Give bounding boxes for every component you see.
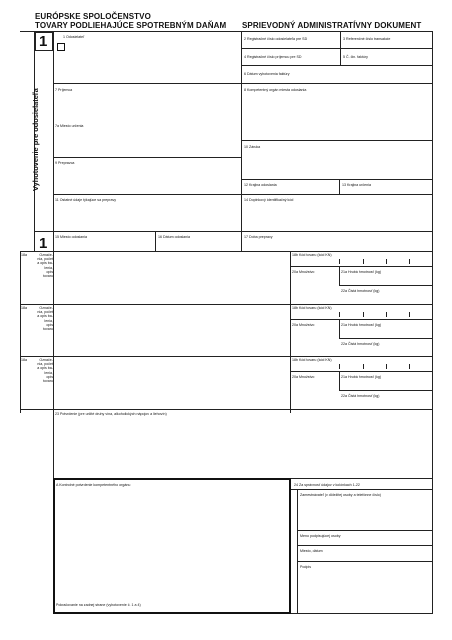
field-15-place-dispatch: 15 Miesto odoslania [55,235,87,239]
company-label: Zamestnávateľ (v dôležitej osoby a telefónne číslo) [300,493,381,497]
control-note: Pokračovanie na zadnej strane (vyhotovenie č. 1 a 4) [56,603,141,607]
item-net-weight: 22a Čistá hmotnosť (kg) [341,342,380,346]
item-cn-code: 18b Kód tovaru (kód KN) [292,358,332,362]
item-cn-code: 18b Kód tovaru (kód KN) [292,253,332,257]
item-gross-weight: 21a Hrubá hmotnosť (kg) [341,323,382,327]
item-net-weight: 22a Čistá hmotnosť (kg) [341,394,380,398]
field-13-country-destination: 13 Krajina určenia [342,183,371,187]
field-2-label: 2 Registračné číslo odosielateľa pre SD [244,37,308,41]
copy-number: 1 [39,33,48,50]
field-11-transport-info: 11 Ostatné údaje týkajúce sa prepravy [55,198,117,202]
item-number: 18a [21,253,27,257]
field-7-consignee: 7 Príjemca [55,88,73,92]
field-23-certificate: 23 Potvrdenie (pre určité druhy vína, alkoholických nápojov a liehovín) [55,412,167,416]
item-gross-weight: 21a Hrubá hmotnosť (kg) [341,375,382,379]
field-8-authority: 8 Kompetentný orgán miesta odoslania [244,88,307,92]
item-cn-code: 18b Kód tovaru (kód KN) [292,306,332,310]
field-7a-destination: 7a Miesto určenia [55,124,84,128]
item-number: 18a [21,306,27,310]
item-net-weight: 22a Čistá hmotnosť (kg) [341,289,380,293]
item-number: 18a [21,358,27,362]
field-6-label: 6 Dátum vyhotovenia faktúry [244,72,290,76]
header-title-line1: EURÓPSKE SPOLOČENSTVO [35,12,151,21]
field-9-carrier: 9 Prepravca [55,161,75,165]
item-marks-label: Označe- nia, počet a opis ba- lenia, opis tovaru [37,253,53,279]
field-16-date-dispatch: 16 Dátum odoslania [158,235,190,239]
field-1-consignor: 1 Odosielateľ [63,35,85,39]
sidebar-label: Vyhotovenie pre odosielateľa [31,88,40,191]
item-quantity: 20a Množstvo [292,323,315,327]
header-title-right: SPRIEVODNÝ ADMINISTRATÍVNY DOKUMENT [242,21,422,30]
control-title: A Kontrolné potvrdenie kompetentného orgánu [56,483,131,487]
item-quantity: 20a Množstvo [292,375,315,379]
header-title-line2: TOVARY PODLIEHAJÚCE SPOTREBNÝM DAŇAM [35,21,227,30]
item-gross-weight: 21a Hrubá hmotnosť (kg) [341,270,382,274]
place-date-label: Miesto, dátum [300,549,323,553]
field-12-country-dispatch: 12 Krajina odoslania [244,183,277,187]
field-10-guarantee: 10 Záruka [244,145,261,149]
item-marks-label: Označe- nia, počet a opis ba- lenia, opis tovaru [37,306,53,332]
item-marks-label: Označe- nia, počet a opis ba- lenia, opis tovaru [37,358,53,384]
field-4-label: 4 Registračné číslo príjemcu pre SD [244,55,302,59]
control-box [53,478,291,614]
copy-number-bottom: 1 [39,235,48,252]
field-5-label: 5 Č. čin. faktúry [343,55,368,59]
field-14-add-code: 14 Doplnkový identifikačný kód [244,198,294,202]
copy-checkbox[interactable] [57,43,65,51]
field-24-label: 24 Za správnosť údajov v kolónkach 1-22 [294,483,360,487]
signatory-label: Meno podpisujúcej osoby [300,534,341,538]
field-3-label: 3 Referenčné číslo transakcie [343,37,391,41]
item-quantity: 20a Množstvo [292,270,315,274]
field-17-transport-time: 17 Doba prepravy [244,235,273,239]
signature-label: Podpis [300,565,311,569]
